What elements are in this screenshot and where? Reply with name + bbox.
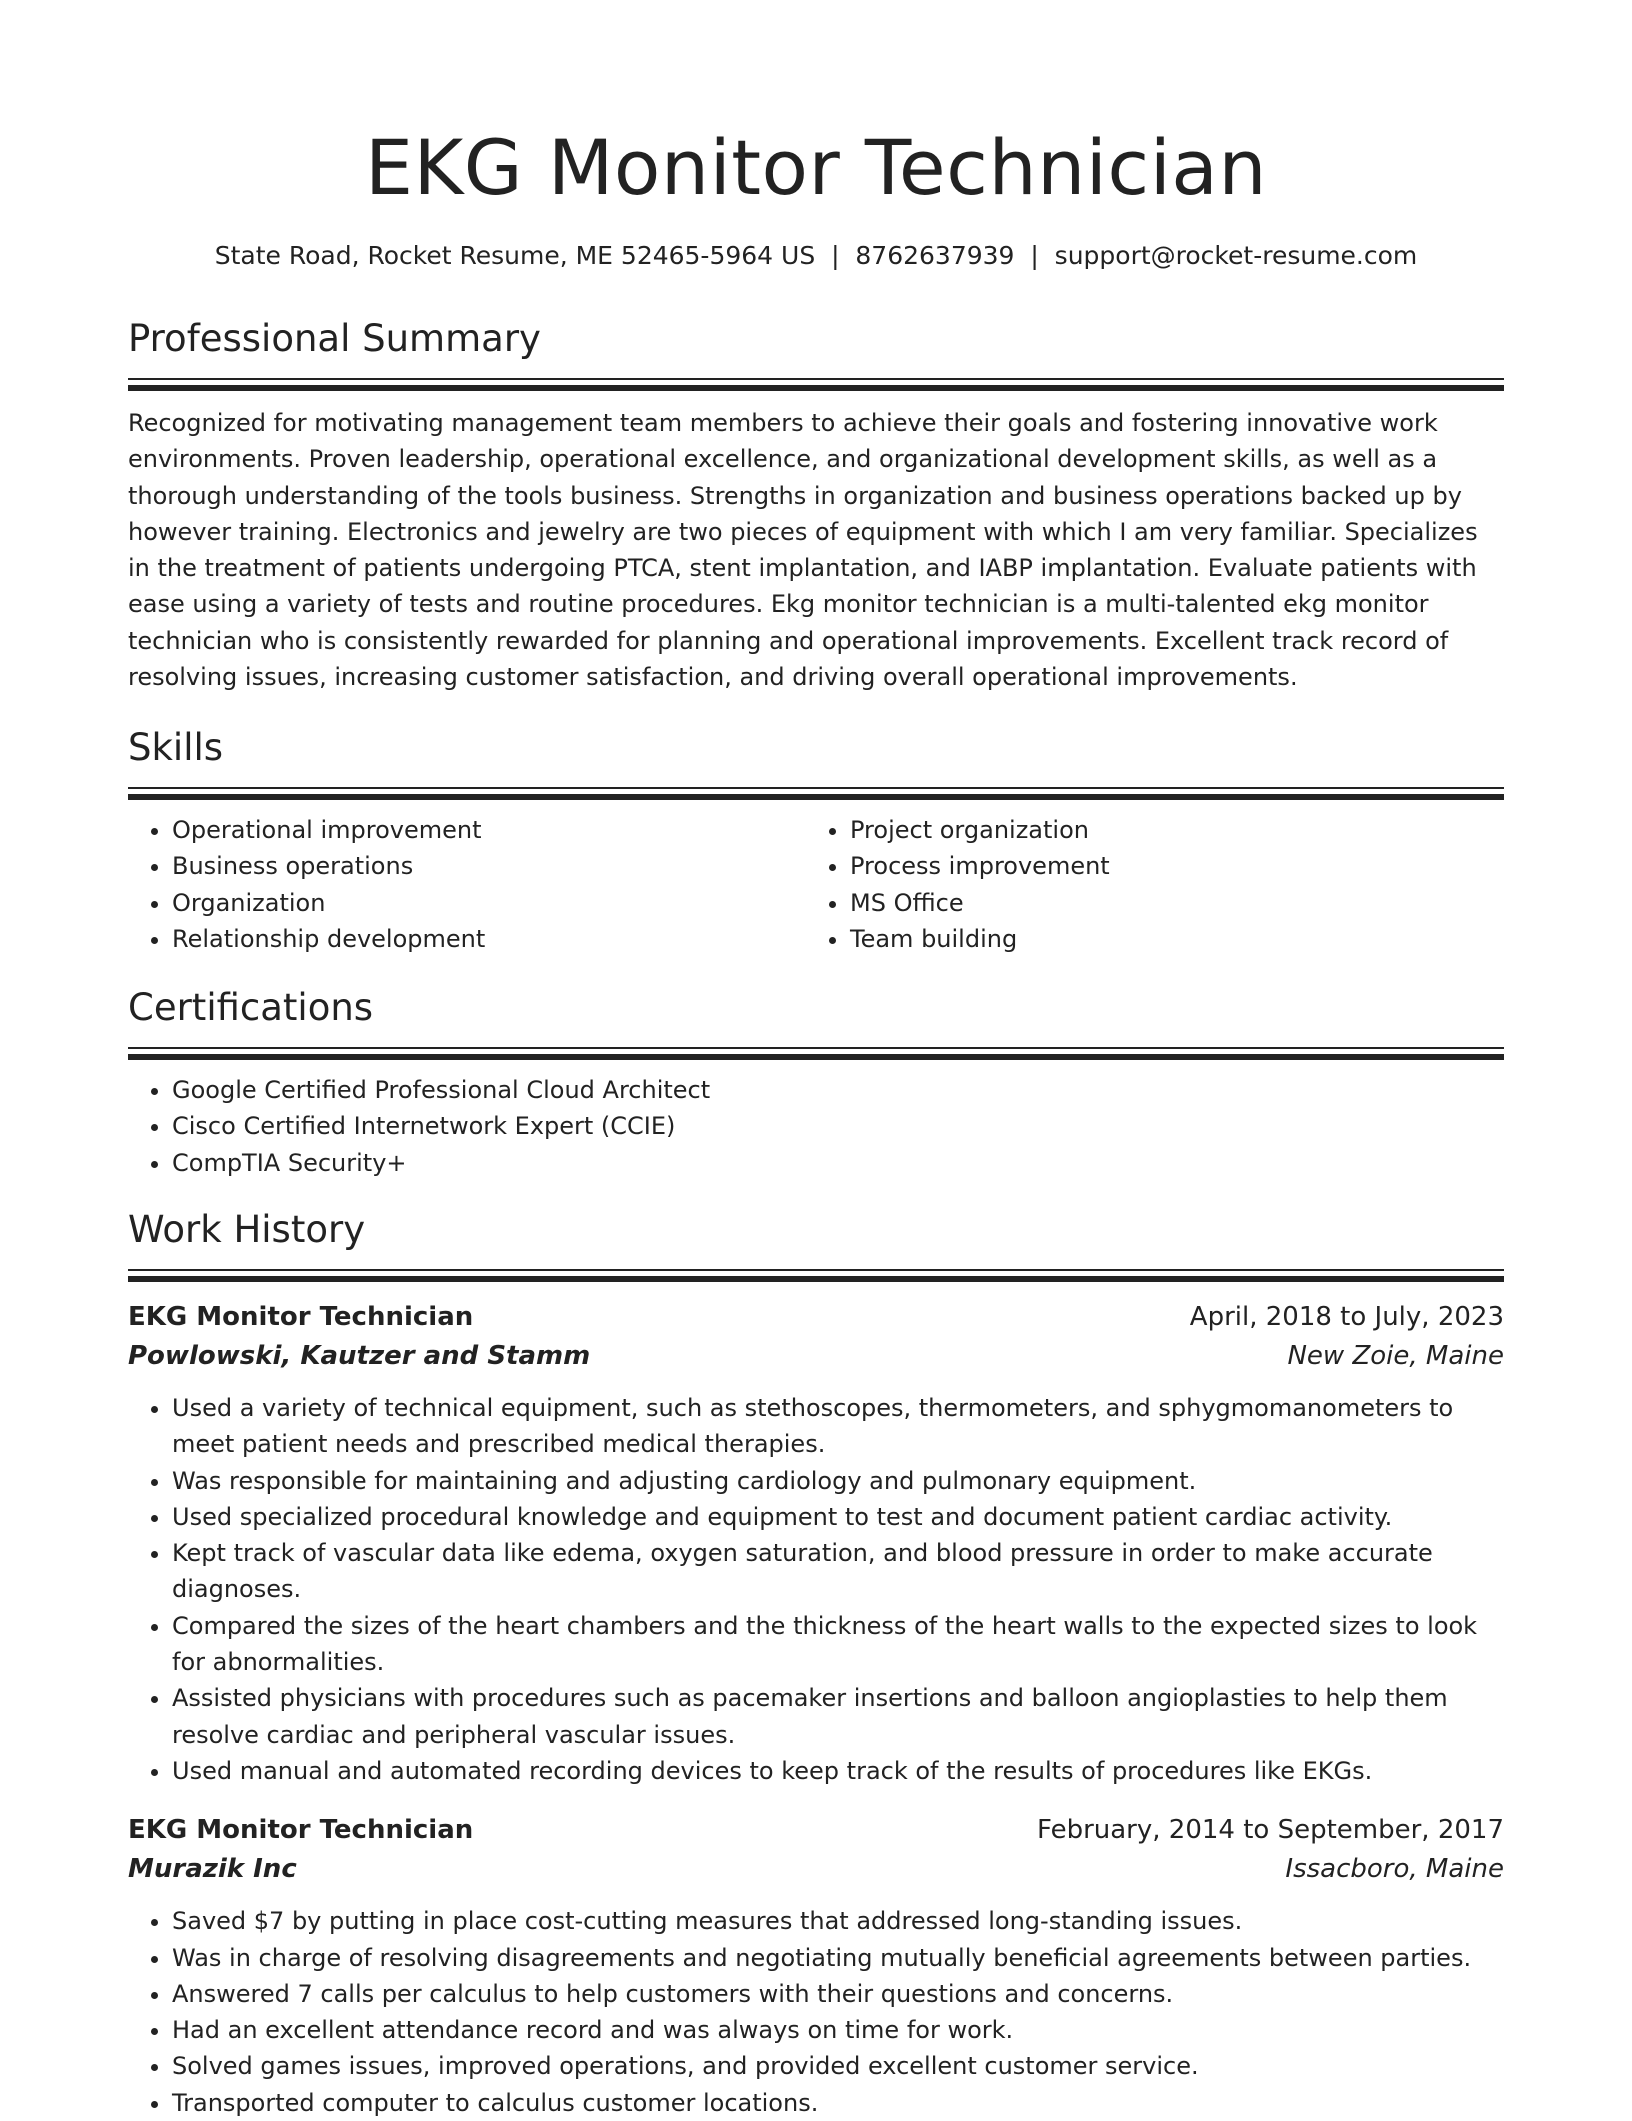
job-dates: February, 2014 to September, 2017 bbox=[1037, 1815, 1504, 1846]
job-bullet: • Used specialized procedural knowledge and equipment to test and document patient cardiac activity. bbox=[172, 1499, 1504, 1535]
job-entry bbox=[128, 1811, 1504, 2121]
section-divider bbox=[128, 1047, 1504, 1049]
job-bullet: • Used manual and automated recording devices to keep track of the results of procedures like EKGs. bbox=[172, 1753, 1504, 1789]
section-divider-thick bbox=[128, 385, 1504, 391]
skills-column-left bbox=[128, 812, 806, 957]
job-entry bbox=[128, 1298, 1504, 1789]
job-bullet: • Answered 7 calls per calculus to help customers with their questions and concerns. bbox=[172, 1976, 1504, 2012]
section-divider bbox=[128, 378, 1504, 380]
section-title-certifications: Certifications bbox=[128, 986, 374, 1029]
skills-column-right bbox=[806, 812, 1484, 957]
work-history-section bbox=[128, 1205, 1504, 2121]
job-bullet: • Transported computer to calculus customer locations. bbox=[172, 2085, 1504, 2121]
section-divider-thick bbox=[128, 794, 1504, 800]
certifications-section bbox=[128, 983, 1504, 1181]
certification-item: • Google Certified Professional Cloud Architect bbox=[172, 1072, 1504, 1108]
job-bullet: • Kept track of vascular data like edema, oxygen saturation, and blood pressure in order to make accurate diagnoses. bbox=[172, 1535, 1504, 1608]
job-location: Issacboro, Maine bbox=[1285, 1854, 1504, 1885]
section-divider-thick bbox=[128, 1054, 1504, 1060]
skill-item: • MS Office bbox=[850, 885, 1484, 921]
certification-item: • CompTIA Security+ bbox=[172, 1145, 1504, 1181]
contact-line: State Road, Rocket Resume, ME 52465-5964 US | 8762637939 | support@rocket-resume.com bbox=[214, 241, 1418, 270]
job-bullet: • Used a variety of technical equipment, such as stethoscopes, thermometers, and sphygmomanometers to meet patient needs and prescribed medical therapies. bbox=[172, 1390, 1504, 1463]
job-title: EKG Monitor Technician bbox=[128, 1815, 474, 1846]
summary-section bbox=[128, 314, 1504, 695]
candidate-name: EKG Monitor Technician bbox=[364, 123, 1268, 212]
job-bullet: • Saved $7 by putting in place cost-cutting measures that addressed long-standing issues. bbox=[172, 1903, 1504, 1939]
skill-item: • Relationship development bbox=[172, 921, 806, 957]
skill-item: • Team building bbox=[850, 921, 1484, 957]
job-bullet: • Was in charge of resolving disagreements and negotiating mutually beneficial agreements between parties. bbox=[172, 1940, 1504, 1976]
job-bullet: • Assisted physicians with procedures such as pacemaker insertions and balloon angioplasties to help them resolve cardiac and peripheral vascular issues. bbox=[172, 1680, 1504, 1753]
section-divider bbox=[128, 787, 1504, 789]
skill-item: • Process improvement bbox=[850, 848, 1484, 884]
section-title-skills: Skills bbox=[128, 726, 224, 769]
section-title-work-history: Work History bbox=[128, 1208, 366, 1251]
job-title: EKG Monitor Technician bbox=[128, 1302, 474, 1332]
skills-columns bbox=[128, 812, 1504, 957]
job-company: Powlowski, Kautzer and Stamm bbox=[128, 1341, 591, 1371]
job-location: New Zoie, Maine bbox=[1287, 1341, 1504, 1371]
section-title-summary: Professional Summary bbox=[128, 317, 541, 360]
skill-item: • Organization bbox=[172, 885, 806, 921]
skill-item: • Business operations bbox=[172, 848, 806, 884]
job-company: Murazik Inc bbox=[128, 1854, 297, 1885]
job-bullet: • Was responsible for maintaining and adjusting cardiology and pulmonary equipment. bbox=[172, 1463, 1504, 1499]
skill-item: • Project organization bbox=[850, 812, 1484, 848]
skills-section bbox=[128, 723, 1504, 957]
job-dates: April, 2018 to July, 2023 bbox=[1189, 1302, 1504, 1332]
skill-item: • Operational improvement bbox=[172, 812, 806, 848]
section-divider-thick bbox=[128, 1276, 1504, 1282]
certification-item: • Cisco Certified Internetwork Expert (CCIE) bbox=[172, 1108, 1504, 1144]
summary-text: Recognized for motivating management team members to achieve their goals and fostering innovative work environments. Proven leadership, operational excellence, and organizational development skills, as well as a thorough understanding of the tools business. Strengths in organization and business operations backed up by however training. Electronics and jewelry are two pieces of equipment with which I am very familiar. Specializes in the treatment of patients undergoing PTCA, stent implantation, and IABP implantation. Evaluate patients with ease using a variety of tests and routine procedures. Ekg monitor technician is a multi-talented ekg monitor technician who is consistently rewarded for planning and operational improvements. Excellent track record of resolving issues, increasing customer satisfaction, and driving overall operational improvements. bbox=[128, 409, 1478, 692]
job-bullet: • Solved games issues, improved operations, and provided excellent customer service. bbox=[172, 2048, 1504, 2084]
section-divider bbox=[128, 1269, 1504, 1271]
job-bullet: • Compared the sizes of the heart chambers and the thickness of the heart walls to the expected sizes to look for abnormalities. bbox=[172, 1608, 1504, 1681]
job-bullet: • Had an excellent attendance record and was always on time for work. bbox=[172, 2012, 1504, 2048]
